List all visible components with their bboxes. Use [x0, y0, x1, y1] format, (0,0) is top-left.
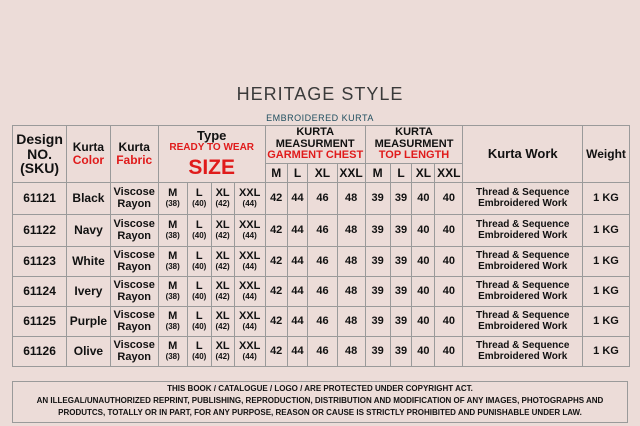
- type-size-cell: XXL (44): [234, 337, 265, 367]
- type-size-cell: M (38): [158, 247, 187, 277]
- chest-value-cell: 46: [308, 337, 337, 367]
- chest-value-cell: 48: [337, 215, 365, 247]
- length-value-cell: 39: [365, 183, 390, 215]
- chest-value-cell: 46: [308, 307, 337, 337]
- chest-value-cell: 42: [265, 215, 287, 247]
- chest-value-cell: 44: [287, 183, 308, 215]
- header-type-size: Type READY TO WEAR SIZE: [158, 126, 265, 183]
- length-size-l: L: [390, 164, 412, 183]
- weight-cell: 1 KG: [583, 183, 630, 215]
- work-cell: Thread & Sequence Embroidered Work: [463, 215, 583, 247]
- table-row: [13, 337, 630, 367]
- chest-value-cell: 46: [308, 183, 337, 215]
- work-cell: Thread & Sequence Embroidered Work: [463, 337, 583, 367]
- type-size-cell: L (40): [187, 307, 211, 337]
- copyright-notice: THIS BOOK / CATALOGUE / LOGO / ARE PROTECTED UNDER COPYRIGHT ACT. AN ILLEGAL/UNAUTHORIZED REPRINT, PUBLISHING, REPRODUCTION, DISTRIBUTION AND MODIFICATION OF ANY IMAGES, PHOTOGRAPHS AND PRODUTCS, TOTALLY OR IN PART, FOR ANY PURPOSE, REASON OR CAUSE IS STRICTLY PROHIBITED AND PUNISHABLE UNDER LAW.: [12, 381, 628, 423]
- chest-size-xl: XL: [308, 164, 337, 183]
- color-cell: Navy: [67, 215, 111, 247]
- page-subtitle: EMBROIDERED KURTA: [266, 113, 374, 123]
- type-size-cell: XXL (44): [234, 277, 265, 307]
- type-size-cell: L (40): [187, 247, 211, 277]
- color-cell: Ivery: [67, 277, 111, 307]
- sku-cell: 61121: [13, 183, 67, 215]
- color-cell: Olive: [67, 337, 111, 367]
- chest-value-cell: 42: [265, 247, 287, 277]
- type-size-cell: XL (42): [211, 215, 234, 247]
- chest-value-cell: 44: [287, 307, 308, 337]
- type-size-cell: M (38): [158, 183, 187, 215]
- chest-value-cell: 48: [337, 277, 365, 307]
- chest-value-cell: 42: [265, 337, 287, 367]
- chest-value-cell: 48: [337, 337, 365, 367]
- length-value-cell: 40: [435, 215, 463, 247]
- chest-value-cell: 44: [287, 247, 308, 277]
- type-size-cell: XL (42): [211, 183, 234, 215]
- type-size-cell: L (40): [187, 277, 211, 307]
- type-size-cell: M (38): [158, 307, 187, 337]
- fabric-cell: Viscose Rayon: [110, 215, 158, 247]
- table-row: [13, 215, 630, 247]
- length-value-cell: 39: [365, 277, 390, 307]
- fabric-cell: Viscose Rayon: [110, 337, 158, 367]
- fabric-cell: Viscose Rayon: [110, 183, 158, 215]
- color-cell: Purple: [67, 307, 111, 337]
- chest-value-cell: 48: [337, 247, 365, 277]
- chest-value-cell: 44: [287, 277, 308, 307]
- header-kurta-color: Kurta Color: [67, 126, 111, 183]
- header-design-no: Design NO. (SKU): [13, 126, 67, 183]
- chest-value-cell: 42: [265, 307, 287, 337]
- length-value-cell: 40: [412, 183, 435, 215]
- length-value-cell: 39: [365, 215, 390, 247]
- length-size-m: M: [365, 164, 390, 183]
- length-value-cell: 40: [435, 337, 463, 367]
- sku-cell: 61123: [13, 247, 67, 277]
- length-value-cell: 39: [365, 307, 390, 337]
- sku-cell: 61126: [13, 337, 67, 367]
- length-value-cell: 40: [435, 247, 463, 277]
- chest-value-cell: 48: [337, 307, 365, 337]
- page-title: HERITAGE STYLE: [236, 84, 404, 104]
- chest-size-m: M: [265, 164, 287, 183]
- table-row: [13, 247, 630, 277]
- length-value-cell: 39: [365, 337, 390, 367]
- type-size-cell: XL (42): [211, 277, 234, 307]
- type-size-cell: L (40): [187, 215, 211, 247]
- chest-value-cell: 42: [265, 277, 287, 307]
- color-cell: Black: [67, 183, 111, 215]
- fabric-cell: Viscose Rayon: [110, 277, 158, 307]
- type-size-cell: M (38): [158, 215, 187, 247]
- length-value-cell: 40: [435, 183, 463, 215]
- weight-cell: 1 KG: [583, 247, 630, 277]
- length-value-cell: 40: [412, 337, 435, 367]
- length-value-cell: 40: [435, 307, 463, 337]
- chest-value-cell: 42: [265, 183, 287, 215]
- fabric-cell: Viscose Rayon: [110, 247, 158, 277]
- weight-cell: 1 KG: [583, 307, 630, 337]
- table-row: [13, 183, 630, 215]
- type-size-cell: M (38): [158, 277, 187, 307]
- header-weight: Weight: [583, 126, 630, 183]
- type-size-cell: XXL (44): [234, 247, 265, 277]
- weight-cell: 1 KG: [583, 215, 630, 247]
- length-value-cell: 39: [390, 183, 412, 215]
- work-cell: Thread & Sequence Embroidered Work: [463, 183, 583, 215]
- color-cell: White: [67, 247, 111, 277]
- length-value-cell: 39: [365, 247, 390, 277]
- chest-size-xxl: XXL: [337, 164, 365, 183]
- type-size-cell: XXL (44): [234, 307, 265, 337]
- sku-cell: 61122: [13, 215, 67, 247]
- length-value-cell: 39: [390, 277, 412, 307]
- length-value-cell: 40: [412, 247, 435, 277]
- header-garment-chest: KURTA MEASURMENT GARMENT CHEST: [265, 126, 365, 164]
- table-row: [13, 277, 630, 307]
- length-value-cell: 39: [390, 307, 412, 337]
- table-row: [13, 307, 630, 337]
- work-cell: Thread & Sequence Embroidered Work: [463, 307, 583, 337]
- length-value-cell: 39: [390, 337, 412, 367]
- work-cell: Thread & Sequence Embroidered Work: [463, 247, 583, 277]
- chest-size-l: L: [287, 164, 308, 183]
- type-size-cell: M (38): [158, 337, 187, 367]
- size-chart-table: [12, 125, 630, 367]
- type-size-cell: XL (42): [211, 307, 234, 337]
- length-value-cell: 39: [390, 215, 412, 247]
- length-value-cell: 40: [412, 277, 435, 307]
- type-size-cell: XL (42): [211, 337, 234, 367]
- type-size-cell: XXL (44): [234, 183, 265, 215]
- type-size-cell: XL (42): [211, 247, 234, 277]
- type-size-cell: L (40): [187, 183, 211, 215]
- chest-value-cell: 48: [337, 183, 365, 215]
- length-value-cell: 40: [435, 277, 463, 307]
- chest-value-cell: 46: [308, 215, 337, 247]
- header-top-length: KURTA MEASURMENT TOP LENGTH: [365, 126, 463, 164]
- length-size-xl: XL: [412, 164, 435, 183]
- length-value-cell: 40: [412, 215, 435, 247]
- type-size-cell: L (40): [187, 337, 211, 367]
- length-value-cell: 40: [412, 307, 435, 337]
- chest-value-cell: 46: [308, 277, 337, 307]
- header-kurta-work: Kurta Work: [463, 126, 583, 183]
- length-value-cell: 39: [390, 247, 412, 277]
- chest-value-cell: 46: [308, 247, 337, 277]
- chest-value-cell: 44: [287, 215, 308, 247]
- weight-cell: 1 KG: [583, 277, 630, 307]
- chest-value-cell: 44: [287, 337, 308, 367]
- sku-cell: 61125: [13, 307, 67, 337]
- length-size-xxl: XXL: [435, 164, 463, 183]
- type-size-cell: XXL (44): [234, 215, 265, 247]
- work-cell: Thread & Sequence Embroidered Work: [463, 277, 583, 307]
- header-kurta-fabric: Kurta Fabric: [110, 126, 158, 183]
- weight-cell: 1 KG: [583, 337, 630, 367]
- fabric-cell: Viscose Rayon: [110, 307, 158, 337]
- sku-cell: 61124: [13, 277, 67, 307]
